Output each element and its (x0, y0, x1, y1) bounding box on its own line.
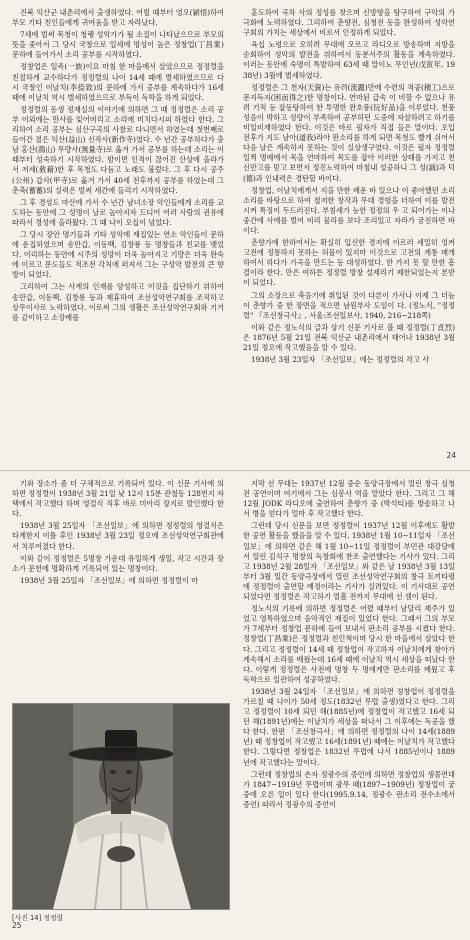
paragraph: 정정렬의 동생 정재실의 이야기에 의하면 그 때 정정렬은 소리 공부 이외에는 만사를 잊어버리고 소리에 미치다시피 하였다 한다. 그리하여 소리 공부는 심산구곡의 사찰로 다니면서 하였는데 첫번째로 들어간 절은 익산(益山) 신작사(新作寺)였다. 수 년간 공부하다가 충남 홍산(鴻山) 무량사(無量寺)로 옮겨 가서 공부를 하는데 소리는 이 때부터 성숙하기 시작하였다. 밤이면 인적이 끊어진 산상에 올라가서 저세(敎藉)한 후 목청도 다듬고 노래도 불렀다. 그 후 다시 공주(公州) 갑사(甲寺)로 옮겨 가서 40세 전후까지 공부를 하였는데 그 춘축(蓄蓄)의 실력은 벌써 세간에 들리기 시작하였다. (12, 104, 224, 195)
paragraph: 7세에 벌써 목청이 청랭 성악가가 될 소질이 나타났으므로 부모의 뜻을 좇아서 그 당시 국창으로 일세에 명성이 높은 정창업(丁昌業) 문하에 들어가서 소리 공부를 시작하였다. (12, 30, 224, 60)
photo-caption: [사진 14] 정정렬 (12, 914, 64, 922)
page-number: 25 (12, 921, 22, 930)
page-24-left-column (12, 8, 224, 442)
paragraph: 그 후 경성도 마산에 가서 수 년간 남녀소장 악인들에게 소리를 교도하는 동안에 그 성명이 날로 높아지자 드디어 여러 사람의 권유에 따라서 경성에 올라왔다. 그 때 나이 오십이 넘었다. (12, 197, 224, 227)
paragraph: 1938년 3월 25일자 「조선일보」에 의하면 정정렬의 영결식은 타계한지 이틀 후인 1938년 3월 23일 정오에 조선성악연구회관에서 치루어졌다 한다. (12, 521, 224, 551)
paragraph: 1938년 3월 23일자 「조선일보」에는 정정렬의 작고 사 (251, 355, 430, 365)
page-25-right-column (243, 479, 455, 913)
paragraph: 진북 익산군 내촌리에서 출생하였다. 어릴 때부터 영오(穎悟)하여 부모 기타 친인들에게 귀여움을 받고 자라났다. (12, 8, 224, 28)
paragraph: 훈도하여 곡차 사의 정성를 찾으며 신방향을 탐구하여 구악의 가극화에 노력하였다. 그리하여 춘향전, 심청전 등을 완성하여 성악연구회의 가치는 세상에서 비로서 인정하게 되었다. (243, 8, 455, 38)
paragraph: 그런데 당시 신문을 보면 정정렬이 1937년 12월 이후에도 활발한 공연 활동을 했음을 알 수 있다. 1938년 1월 10∼11일자 「조선일보」에 의하면 같은 해 1월 10∼11일 정정렬이 부민관 대강당에서 열린 김석구 명창의 독창회에 찬조 출연했다는 기사가 있다. 그리고 1938년 2월 28일자 「조선일보」와 같은 날 1938년 3월 13일부터 3월 일간 동양극장에서 열린 조선성악연구회의 창극 토끼타령에 정정렬이 출연할 예정이라는 기사가 실려있다. 이 기사대로 공연되었다면 정정렬은 작고하기 열흘 전까지 무대에 선 셈이 된다. (243, 521, 455, 602)
portrait-photo (12, 703, 230, 910)
paragraph: 육십 노령으로 오히려 무대에 오르고 라디오로 방송하며 지방을 순회하여 성악의 발전을 위하여서 동분서주의 활동을 계속하였다. 이러는 동안에 숙명이 특발하여 63세 때 말이노 무인년(戊寅年, 1938년) 3월에 별세하였다. (243, 40, 455, 80)
page-25-left-column (12, 479, 224, 689)
paragraph: 그 당시 장안 명기들과 기타 성악에 재질있는 연소 악인들이 문하에 운집하였으며 송만갑, 이동백, 김창룡 등 명창들과 친교를 맺었다. 이리하는 동안에 시주의 성망이 더욱 높아지고 기량은 더욱 완숙에 이르고 문도들도 적조전 각처에 퍼져서 그는 구성악 발전의 큰 향방이 되었다. (12, 229, 224, 280)
paragraph: 그런데 정창업의 손자 정광수의 증언에 의하면 정창업의 생몰연대가 1847∼1919년 무렵이며 광무 때(1897∼1909년) 정창업이 궁중에 오른 일이 있다 한다(1995.9.14, 정광수 판소리 전수소에서 증언) 따라서 정광수의 증언이 (243, 769, 455, 809)
portrait-illustration (13, 704, 229, 909)
paragraph: 1938년 3월 25일자 「조선일보」에 의하면 정정렬이 마 (20, 575, 199, 585)
paragraph: 정정렬은 그 천자(天資)는 유려(流麗)만에 수련의 적공(積工)으로 문지득지(困而得之)한 명창이다. 연마된 급속 이 비할 수 없으나 유려 기적 등 잡동탕하여 한 투명한 완호풍(玩好品)을 이루었다. 천풍 성음이 박하고 성량이 부족하여 공부하던 도중에 자살하려고 하기를 비일비재하였다 한다. 이것은 바로 필자가 직접 들은 말이다. 오입 전후가 지도 남아(道我)라아 판소리를 하게 되면 목청도 빨게 쉬어서 다음 날은 계속하지 못하는 것이 실상생구였다. 이것은 필자 정정렬 일찍 명예에서 목을 연마하여 목도를 잡아 이러한 상태를 가지고 천신만고를 믿고 보면서 정진노력하여 마침내 성공하니 그 성(誠)과 덕(德)과 인내력은 경탄할 바이다. (243, 82, 455, 183)
paragraph: 정창업, 이날치에게서 지을 만한 배운 바 있으나 이 좋아했던 소리 소리를 바탕으로 하여 철저한 창작과 무대 경험을 더하여 이를 발전시켜 특징이 두드러진다. 부침세가 능한 정정의 우 고 되어가는 이나 중간에 사에를 벌여 비리 물리를 보다 조리있고 자라가 궁진하면 바이다. (243, 185, 455, 235)
page-24-right-column (243, 8, 455, 442)
page-number: 24 (446, 451, 456, 460)
paragraph: 1938년 3월 24일자 「조선일보」에 의하면 정창업이 정정렬을 가르칠 때 나이가 50세 정도(1832년 무렵 출생)였다고 한다. 그리고 정정렬이 10세 되던 해(1885년)에 정창업이 작고했고 16세 되던 해(1891년)에는 이날치가 세상을 떠나서 그 이후에는 독공을 했다 한다. 한편 「조선창극사」에 의하면 정정렬의 나이 14세(1889년) 때 정창업이 작고했고 16세(1891년) 때에는 이날치가 작고했다 한다. 그렇다면 정창업은 1832년 무렵에 나서 1885년이나 1889년에 작고했다는 말이다. (243, 686, 455, 767)
paragraph: 지막 선 무대는 1937년 12월 중순 동양극장에서 열린 창극 심청전 공연이며 여기에서 그는 심봉사 역을 맡았다 한다. 그리고 그 해 12월 JODK 라디오에 출연하여 춘향가 중 (박석티)를 방송하고 나서 병을 얻다가 얼마 후 작고했다 한다. (243, 479, 455, 519)
paragraph: 정노식의 기록에 의하면 정정렬은 어렸 때부터 남달리 재주가 있었고 영특하였으며 음악적인 재질이 있었다 한다. 그래서 그의 부모가 7세부터 정창업 문하에 들여 보내서 판소리 공부를 시켰다 한다. 정창업(丁昌業)은 정정렬과 친인척이며 당시 한 마을에서 살았다 한다. 그리고 정정렬이 14세 때 정창업이 작고하자 이날치에게 찾아가 계속해서 소리를 배웠는데 16세 때에 이날치 역시 세상을 떠났다 한다. 이렇게 정정렬은 사전에 명창 두 명에게만 판소리를 배웠고 후 독학으로 일관하여 성공하였다. (243, 604, 455, 684)
paragraph: 기와 장소가 좀 더 구체적으로 기록되어 있다. 이 신문 기사에 의하면 정정렬이 1938년 3월 21일 낮 12시 15분 관철동 128번지 자택에서 작고했다 하며 영결식 직후 바로 미아리 장지로 발인했다 한다. (12, 479, 224, 519)
paragraph: 그리하여 그는 사계의 인재를 양성하고 이것을 집단하기 위하여 송만갑, 이동백, 김창룡 등과 제휴하여 조선성악연구회를 조직하고 상무이사로 노력하였다. 이로써 그의 생활은 조선성악연구회와 기거를 같이하고 소장배를 (12, 282, 224, 322)
paragraph: 이와 같이 정정렬은 5명창 가운데 유일하게 생일, 작고 시간과 장소가 문헌에 명확하게 기록되어 있는 명창이다. (12, 553, 224, 573)
paragraph: 이와 같은 정노식의 글과 상기 신문 기사로 볼 때 정정렬(丁貞烈)은 1876년 5월 21일 전북 익산군 내촌리에서 태어나 1938년 3월 21일 정오에 작고했음을 알 수 있다. (243, 322, 455, 352)
paragraph: 그의 소장으로 축음기에 취입된 것이 다른이 가사나 이제 그 더늠이 춘향가 중 한 장면을 적으면 남원부사 도임이 다. (정노식, "정정렬" 『조선창극사』, 서울:조선일보사, 1940, 216∼218쪽) (243, 290, 455, 320)
page-25 (0, 470, 470, 940)
paragraph: 춘향가에 한하여서는 확실히 입신한 경지에 이르러 세밀히 엉켜 고전에 정통하지 못하는 허물이 있지마 이것으로 고전의 계통 매개하여서 하다가 가곡을 만드는 등 대성하였다. 한 가지 못 할 만한 흠결이라 한다. 만은 여하튼 정정렬 방창 설제라기 제한되었는지 본받이 되었다. (243, 238, 455, 288)
paragraph: 정창업은 일족(一族)이요 마침 한 마을에서 살았으므로 정정렬을 친절하게 교수하다가 정정렬의 나이 14세 때에 별세하였으므로 다시 국창인 이날치(李捺致)의 문하에 가서 공부를 계속하다가 16세 때에 이날치 역시 별세하였으므로 부득이 독학을 하게 되었다. (12, 62, 224, 102)
